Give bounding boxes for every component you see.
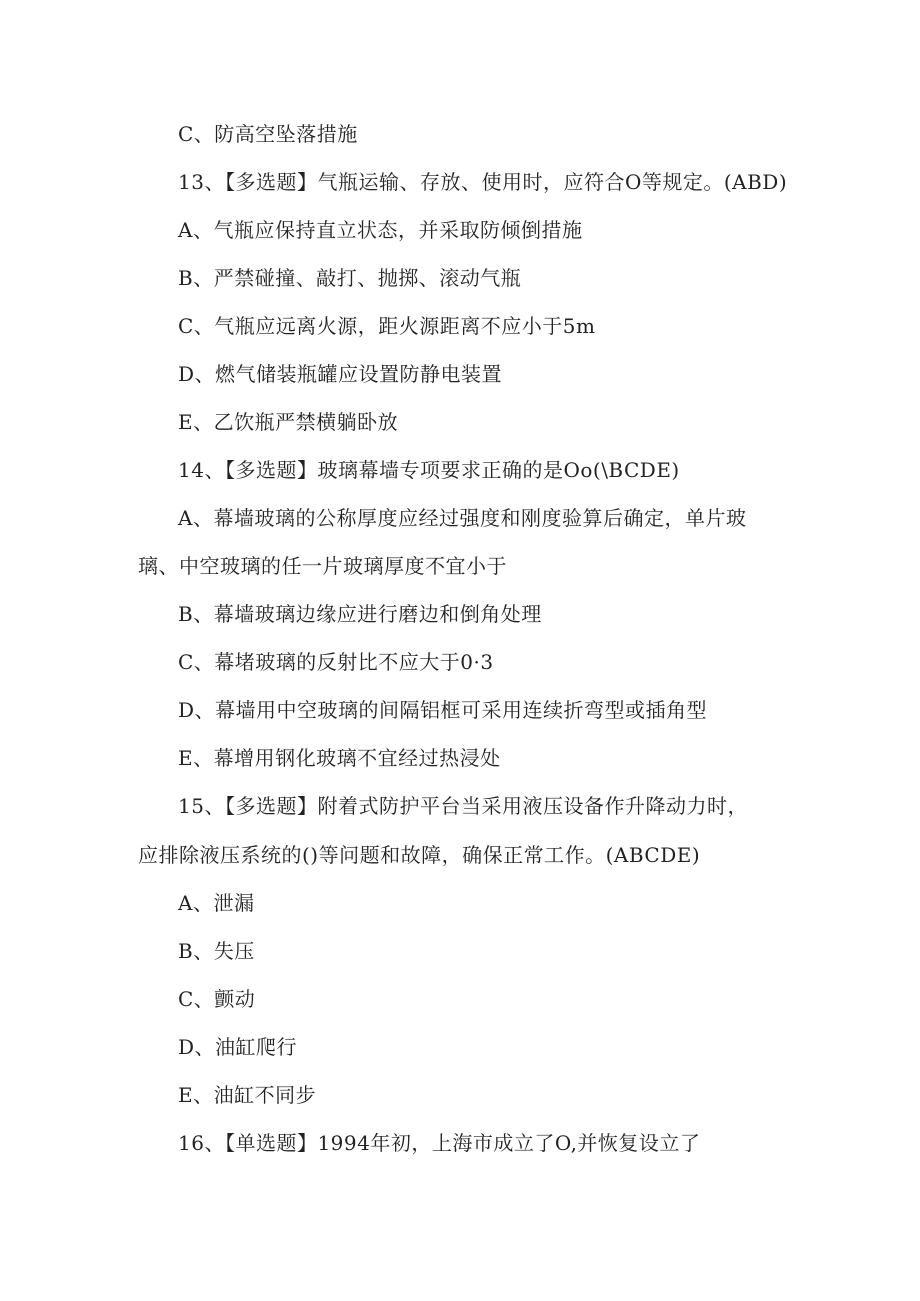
option-a-q14: A、幕墙玻璃的公称厚度应经过强度和刚度验算后确定，单片玻: [178, 506, 747, 530]
question-15: 15、【多选题】附着式防护平台当采用液压设备作升降动力时，: [178, 794, 748, 818]
question-14: 14、【多选题】玻璃幕墙专项要求正确的是Oo(\BCDE): [178, 458, 680, 482]
question-15-continued: 应排除液压系统的()等问题和故障，确保正常工作。(ABCDE): [138, 843, 701, 867]
option-e-q13: E、乙饮瓶严禁横躺卧放: [178, 410, 399, 434]
option-d-q14: D、幕墙用中空玻璃的间隔铝框可采用连续折弯型或插角型: [178, 698, 708, 722]
option-b-q14: B、幕墙玻璃边缘应进行磨边和倒角处理: [178, 602, 542, 626]
option-b-q15: B、失压: [178, 939, 255, 963]
question-16: 16、【单选题】1994年初，上海市成立了O,并恢复设立了: [178, 1131, 701, 1155]
option-a-q15: A、泄漏: [178, 891, 255, 915]
option-a-q14-continued: 璃、中空玻璃的任一片玻璃厚度不宜小于: [138, 554, 507, 578]
option-c-q12: C、防高空坠落措施: [178, 122, 358, 146]
question-13: 13、【多选题】气瓶运输、存放、使用时，应符合O等规定。(ABD): [178, 170, 788, 194]
option-c-q13: C、气瓶应远离火源，距火源距离不应小于5m: [178, 314, 596, 338]
option-a-q13: A、气瓶应保持直立状态，并采取防倾倒措施: [178, 218, 583, 242]
option-d-q13: D、燃气储装瓶罐应设置防静电装置: [178, 362, 503, 386]
option-b-q13: B、严禁碰撞、敲打、抛掷、滚动气瓶: [178, 266, 522, 290]
option-d-q15: D、油缸爬行: [178, 1035, 298, 1059]
option-e-q15: E、油缸不同步: [178, 1083, 317, 1107]
option-c-q15: C、颤动: [178, 987, 256, 1011]
option-e-q14: E、幕增用钢化玻璃不宜经过热浸处: [178, 746, 501, 770]
option-c-q14: C、幕堵玻璃的反射比不应大于0·3: [178, 650, 494, 674]
